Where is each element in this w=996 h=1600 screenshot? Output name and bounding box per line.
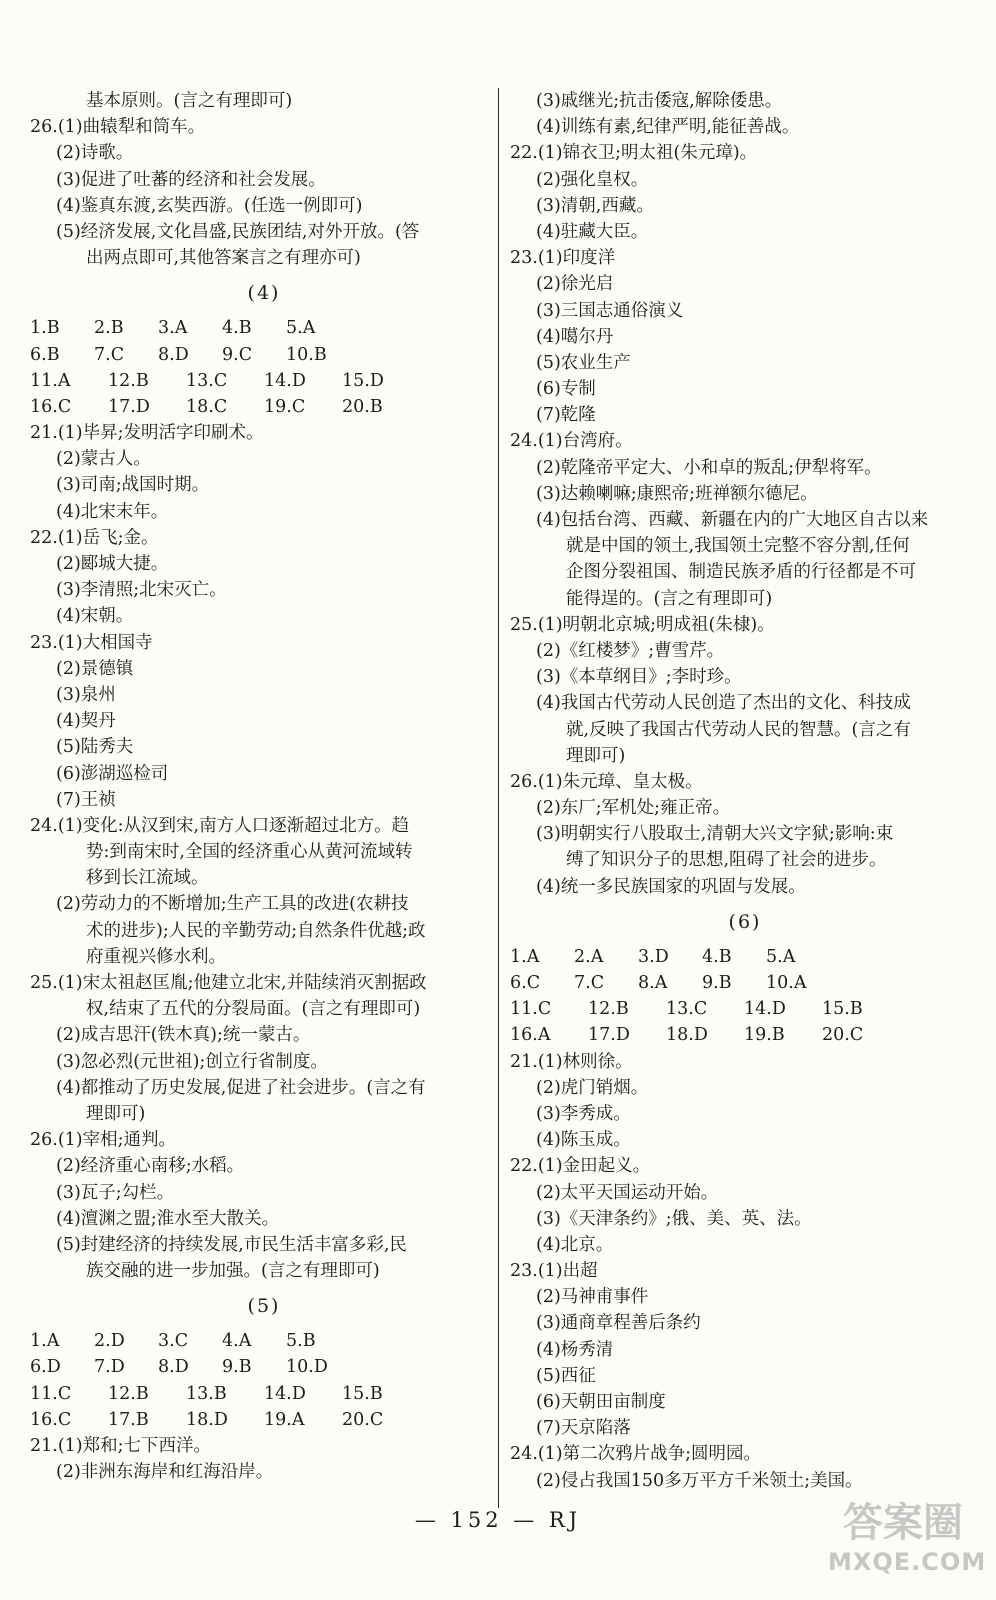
answer-line: (3)李秀成。 bbox=[536, 1103, 631, 1124]
mc-answer: 2.B bbox=[94, 318, 124, 339]
mc-answer: 20.C bbox=[342, 1409, 384, 1430]
left-intro bbox=[30, 88, 498, 271]
answer-line: (4)驻藏大臣。 bbox=[536, 221, 649, 242]
answer-line: (4)统一多民族国家的巩固与发展。 bbox=[536, 876, 806, 897]
mc-answer: 16.A bbox=[510, 1025, 551, 1046]
mc-answer: 19.B bbox=[744, 1025, 785, 1046]
answer-line: (3)清朝,西藏。 bbox=[536, 195, 654, 216]
answer-line: (4)噶尔丹 bbox=[536, 326, 614, 347]
mc-row bbox=[30, 1407, 498, 1433]
answer-line: (4)陈玉成。 bbox=[536, 1130, 631, 1151]
answer-line: (2)马神甫事件 bbox=[536, 1287, 649, 1308]
mc-row bbox=[30, 394, 498, 420]
answer-line: (4)都推动了历史发展,促进了社会进步。(言之有 bbox=[56, 1077, 426, 1098]
mc-answer: 14.D bbox=[264, 370, 306, 391]
answer-line: 26.(1)宰相;通判。 bbox=[30, 1130, 177, 1151]
answer-line: 25.(1)宋太祖赵匡胤;他建立北宋,并陆续消灭割据政 bbox=[30, 973, 427, 993]
answer-line: (4)宋朝。 bbox=[56, 606, 134, 627]
mc-answer: 8.D bbox=[158, 1357, 189, 1378]
answer-line: 24.(1)台湾府。 bbox=[510, 431, 633, 452]
mc-answer: 7.C bbox=[94, 344, 125, 365]
section-heading-5: (5) bbox=[247, 1295, 281, 1318]
mc-answer: 9.C bbox=[222, 344, 253, 365]
answer-line: 26.(1)朱元璋、皇太极。 bbox=[510, 771, 703, 792]
answer-line: (5)封建经济的持续发展,市民生活丰富多彩,民 bbox=[56, 1234, 407, 1255]
mc-answer: 15.B bbox=[342, 1383, 383, 1404]
mc-answer: 3.A bbox=[158, 318, 188, 339]
answer-line: 24.(1)变化:从汉到宋,南方人口逐渐超过北方。趋 bbox=[30, 815, 410, 836]
answer-line: (5)西征 bbox=[536, 1365, 596, 1386]
mc-answer: 11.A bbox=[30, 370, 71, 391]
answer-line: 出两点即可,其他答案言之有理亦可) bbox=[86, 248, 361, 269]
answer-line: 22.(1)岳飞;金。 bbox=[30, 527, 159, 548]
mc-answer: 5.B bbox=[286, 1331, 316, 1352]
mc-answer: 16.C bbox=[30, 1409, 72, 1430]
mc-answer: 4.B bbox=[702, 946, 732, 967]
mc-row bbox=[510, 970, 980, 996]
answer-line: (4)澶渊之盟;淮水至大散关。 bbox=[56, 1208, 280, 1229]
mc-answer: 9.B bbox=[702, 973, 732, 993]
mc-row bbox=[30, 1381, 498, 1407]
mc-answer: 20.B bbox=[342, 396, 383, 417]
answer-line: (5)农业生产 bbox=[536, 352, 631, 373]
answer-line: (2)郾城大捷。 bbox=[56, 554, 169, 574]
answer-line: 23.(1)印度洋 bbox=[510, 248, 616, 269]
mc-answer: 14.D bbox=[264, 1383, 306, 1404]
answer-line: (3)通商章程善后条约 bbox=[536, 1313, 701, 1334]
mc-answer: 8.D bbox=[158, 344, 189, 365]
mc-row bbox=[30, 315, 498, 341]
mc-answer: 12.B bbox=[108, 370, 149, 391]
answer-line: (5)陆秀夫 bbox=[56, 737, 134, 758]
mc-row bbox=[510, 1022, 980, 1048]
mc-answer: 6.C bbox=[510, 973, 541, 993]
mc-answer: 15.D bbox=[342, 370, 384, 391]
answer-line: 缚了知识分子的思想,阻碍了社会的进步。 bbox=[566, 850, 887, 871]
answer-line: 21.(1)郑和;七下西洋。 bbox=[30, 1436, 212, 1456]
mc-answer: 19.A bbox=[264, 1409, 305, 1430]
answer-line: 23.(1)大相国寺 bbox=[30, 632, 153, 653]
mc-answer: 17.D bbox=[588, 1025, 630, 1046]
answer-line: 移到长江流域。 bbox=[86, 868, 209, 889]
answer-line: (3)瓦子;勾栏。 bbox=[56, 1182, 175, 1203]
answer-line: (4)鉴真东渡,玄奘西游。(任选一例即可) bbox=[56, 195, 363, 216]
mc-answer: 18.D bbox=[186, 1409, 228, 1430]
answer-line: 企图分裂祖国、制造民族矛盾的行径都是不可 bbox=[566, 562, 916, 583]
right-column bbox=[510, 88, 980, 1494]
mc-answer: 1.B bbox=[30, 318, 60, 339]
mc-answer: 19.C bbox=[264, 396, 306, 417]
mc-row bbox=[30, 1328, 498, 1354]
answer-line: 21.(1)林则徐。 bbox=[510, 1051, 633, 1072]
page-number-footer: — 152 — RJ bbox=[414, 1508, 582, 1532]
answer-line: 术的进步);人民的辛勤劳动;自然条件优越;政 bbox=[86, 920, 426, 941]
answer-line: 26.(1)曲辕犁和筒车。 bbox=[30, 117, 206, 138]
answer-line: (7)王祯 bbox=[56, 789, 116, 810]
column-divider bbox=[498, 88, 499, 1508]
watermark-text: 答案圈 bbox=[843, 1500, 963, 1546]
answer-line: 势:到南宋时,全国的经济重心从黄河流域转 bbox=[86, 842, 413, 863]
answer-line: (6)专制 bbox=[536, 379, 596, 400]
mc-row bbox=[30, 1354, 498, 1380]
answer-line: (2)徐光启 bbox=[536, 274, 614, 295]
answer-line: 25.(1)明朝北京城;明成祖(朱棣)。 bbox=[510, 614, 775, 635]
answer-line: (4)训练有素,纪律严明,能征善战。 bbox=[536, 117, 800, 138]
mc-answer: 18.D bbox=[666, 1025, 708, 1046]
mc-answers-6 bbox=[510, 944, 980, 1049]
mc-answers-4 bbox=[30, 315, 498, 420]
mc-answer: 2.D bbox=[94, 1331, 125, 1352]
answer-line: (4)北京。 bbox=[536, 1234, 614, 1255]
mc-answer: 6.D bbox=[30, 1357, 61, 1378]
answer-line: 府重视兴修水利。 bbox=[86, 946, 226, 967]
answer-line: (2)侵占我国150多万平方千米领土;美国。 bbox=[536, 1470, 863, 1491]
mc-row bbox=[510, 996, 980, 1022]
section-5-continued bbox=[510, 88, 980, 900]
answer-line: (3)李清照;北宋灭亡。 bbox=[56, 580, 227, 601]
watermark-logo bbox=[828, 1498, 987, 1588]
answer-line: (3)戚继光;抗击倭寇,解除倭患。 bbox=[536, 91, 783, 111]
section-6-answers bbox=[510, 1049, 980, 1494]
answer-line: 族交融的进一步加强。(言之有理即可) bbox=[86, 1261, 380, 1282]
answer-line: (2)蒙古人。 bbox=[56, 449, 151, 470]
mc-row bbox=[30, 342, 498, 368]
answer-line: (3)达赖喇嘛;康熙帝;班禅额尔德尼。 bbox=[536, 483, 818, 504]
answer-line: (3)《本草纲目》;李时珍。 bbox=[536, 667, 742, 688]
mc-answers-5 bbox=[30, 1328, 498, 1433]
mc-answer: 10.A bbox=[766, 973, 807, 993]
mc-answer: 17.D bbox=[108, 396, 150, 417]
answer-line: (4)杨秀清 bbox=[536, 1339, 614, 1360]
mc-row bbox=[30, 368, 498, 394]
answer-line: 23.(1)出超 bbox=[510, 1261, 598, 1282]
mc-answer: 2.A bbox=[574, 946, 604, 967]
answer-line: (3)《天津条约》;俄、美、英、法。 bbox=[536, 1208, 812, 1229]
mc-answer: 1.A bbox=[510, 946, 540, 967]
answer-line: 理即可) bbox=[86, 1103, 146, 1124]
answer-line: (3)司南;战国时期。 bbox=[56, 475, 210, 496]
answer-line: (2)乾隆帝平定大、小和卓的叛乱;伊犁将军。 bbox=[536, 457, 882, 478]
mc-answer: 14.D bbox=[744, 999, 786, 1020]
answer-line: 能得逞的。(言之有理即可) bbox=[566, 588, 773, 609]
answer-line: (6)澎湖巡检司 bbox=[56, 763, 169, 784]
mc-answer: 11.C bbox=[510, 999, 552, 1020]
answer-line: (7)乾隆 bbox=[536, 405, 596, 426]
answer-line: (4)包括台湾、西藏、新疆在内的广大地区自古以来 bbox=[536, 510, 929, 530]
answer-line: 就是中国的领土,我国领土完整不容分割,任何 bbox=[566, 536, 910, 557]
answer-line: (6)天朝田亩制度 bbox=[536, 1392, 666, 1412]
mc-answer: 16.C bbox=[30, 396, 72, 417]
answer-line: (3)泉州 bbox=[56, 684, 116, 705]
mc-answer: 13.B bbox=[186, 1383, 227, 1404]
answer-line: (2)虎门销烟。 bbox=[536, 1077, 649, 1098]
answer-line: (2)《红楼梦》;曹雪芹。 bbox=[536, 640, 725, 661]
mc-answer: 5.A bbox=[766, 946, 796, 967]
section-4-answers bbox=[30, 420, 498, 1284]
mc-answer: 12.B bbox=[108, 1383, 149, 1404]
mc-answer: 7.C bbox=[574, 973, 605, 993]
mc-answer: 11.C bbox=[30, 1383, 72, 1404]
answer-line: (4)北宋末年。 bbox=[56, 501, 169, 522]
mc-answer: 17.B bbox=[108, 1409, 149, 1430]
answer-line: 22.(1)金田起义。 bbox=[510, 1156, 651, 1177]
mc-answer: 13.C bbox=[186, 370, 228, 391]
answer-line: 24.(1)第二次鸦片战争;圆明园。 bbox=[510, 1444, 762, 1465]
mc-answer: 13.C bbox=[666, 999, 708, 1020]
mc-answer: 3.D bbox=[638, 946, 669, 967]
mc-answer: 4.B bbox=[222, 318, 252, 339]
watermark-url: MXQE.COM bbox=[828, 1548, 987, 1576]
mc-answer: 9.B bbox=[222, 1357, 252, 1378]
answer-line: (3)忽必烈(元世祖);创立行省制度。 bbox=[56, 1051, 328, 1072]
mc-answer: 4.A bbox=[222, 1331, 252, 1352]
mc-answer: 20.C bbox=[822, 1025, 864, 1046]
mc-answer: 5.A bbox=[286, 318, 316, 339]
answer-line: (2)劳动力的不断增加;生产工具的改进(农耕技 bbox=[56, 894, 409, 915]
answer-line: (2)诗歌。 bbox=[56, 143, 134, 164]
mc-answer: 10.B bbox=[286, 344, 327, 365]
answer-line: (2)强化皇权。 bbox=[536, 169, 649, 190]
answer-line: 理即可) bbox=[566, 745, 626, 766]
mc-answer: 6.B bbox=[30, 344, 60, 365]
section-heading-6: (6) bbox=[728, 910, 762, 933]
answer-line: 就,反映了我国古代劳动人民的智慧。(言之有 bbox=[566, 719, 911, 740]
mc-answer: 18.C bbox=[186, 396, 228, 417]
answer-line: (2)太平天国运动开始。 bbox=[536, 1182, 719, 1203]
mc-answer: 1.A bbox=[30, 1331, 60, 1352]
answer-line: (5)经济发展,文化昌盛,民族团结,对外开放。(答 bbox=[56, 221, 420, 242]
mc-answer: 10.D bbox=[286, 1357, 328, 1378]
mc-answer: 8.A bbox=[638, 973, 668, 993]
answer-line: 基本原则。(言之有理即可) bbox=[86, 91, 293, 111]
answer-line: (2)经济重心南移;水稻。 bbox=[56, 1156, 245, 1177]
answer-line: (4)我国古代劳动人民创造了杰出的文化、科技成 bbox=[536, 693, 911, 714]
answer-line: (2)景德镇 bbox=[56, 658, 134, 679]
answer-line: (4)契丹 bbox=[56, 711, 116, 732]
answer-line: 21.(1)毕昇;发明活字印刷术。 bbox=[30, 423, 264, 444]
answer-line: 权,结束了五代的分裂局面。(言之有理即可) bbox=[86, 999, 421, 1020]
section-heading-4: (4) bbox=[247, 282, 281, 305]
answer-line: (3)明朝实行八股取士,清朝大兴文字狱;影响:束 bbox=[536, 824, 894, 845]
mc-answer: 12.B bbox=[588, 999, 629, 1020]
answer-line: (2)东厂;军机处;雍正帝。 bbox=[536, 798, 731, 819]
answer-line: (3)促进了吐蕃的经济和社会发展。 bbox=[56, 169, 326, 190]
left-column bbox=[30, 88, 498, 1485]
answer-line: (3)三国志通俗演义 bbox=[536, 300, 684, 321]
answer-line: 22.(1)锦衣卫;明太祖(朱元璋)。 bbox=[510, 143, 758, 164]
mc-row bbox=[510, 944, 980, 970]
mc-answer: 3.C bbox=[158, 1331, 189, 1352]
answer-line: (2)非洲东海岸和红海沿岸。 bbox=[56, 1462, 274, 1483]
mc-answer: 15.B bbox=[822, 999, 863, 1020]
answer-line: (7)天京陷落 bbox=[536, 1418, 631, 1439]
section-5-answers bbox=[30, 1433, 498, 1485]
answer-line: (2)成吉思汗(铁木真);统一蒙古。 bbox=[56, 1025, 311, 1046]
mc-answer: 7.D bbox=[94, 1357, 125, 1378]
